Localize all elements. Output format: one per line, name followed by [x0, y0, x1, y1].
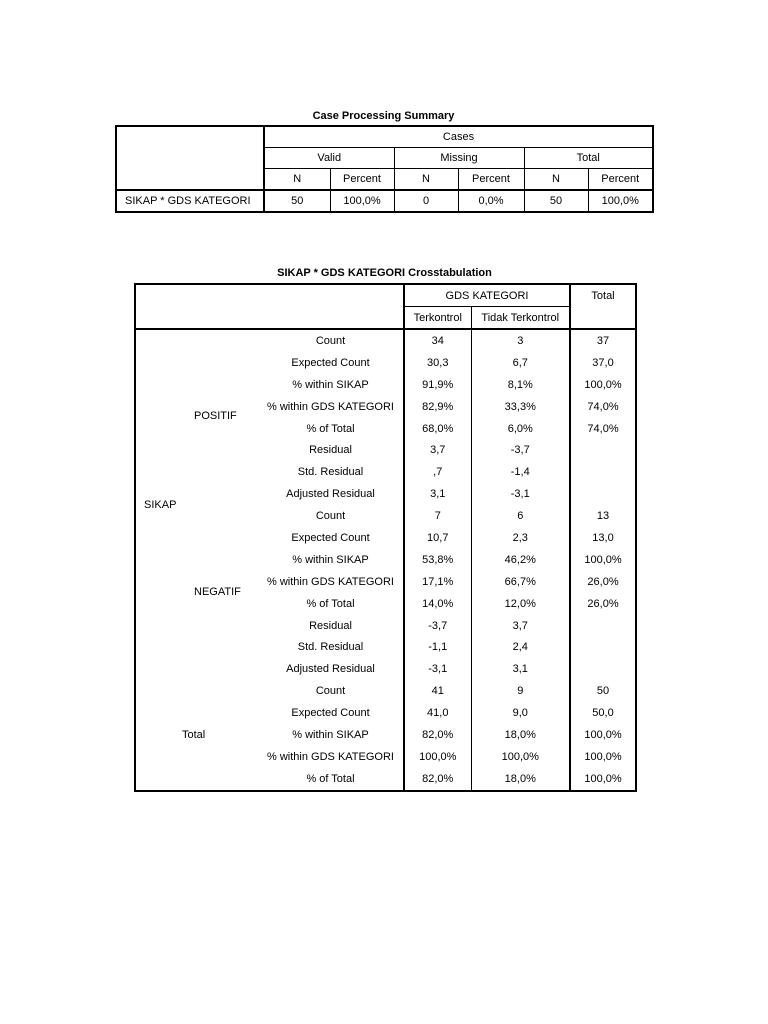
value-cell: 10,7: [404, 527, 471, 549]
value-cell: 8,1%: [471, 374, 570, 396]
stat-label: % within GDS KATEGORI: [267, 575, 394, 588]
stat-label: % within SIKAP: [292, 378, 369, 391]
summary-value: 0: [394, 190, 458, 212]
value-cell: -3,7: [404, 615, 471, 637]
value-cell: 100,0%: [570, 724, 636, 746]
value-cell: 3,7: [404, 439, 471, 461]
cases-header: Cases: [264, 126, 653, 148]
value-cell: 33,3%: [471, 396, 570, 418]
sub-header: N: [264, 169, 330, 191]
value-cell: 46,2%: [471, 549, 570, 571]
value-cell: -3,1: [404, 658, 471, 680]
value-cell: 66,7%: [471, 571, 570, 593]
value-cell: 3,1: [404, 483, 471, 505]
value-cell: 18,0%: [471, 768, 570, 791]
value-cell: [570, 615, 636, 637]
stat-label: Expected Count: [291, 356, 370, 369]
value-cell: [570, 439, 636, 461]
value-cell: -3,1: [471, 483, 570, 505]
value-cell: 13,0: [570, 527, 636, 549]
value-cell: 30,3: [404, 352, 471, 374]
stat-label: Count: [315, 685, 346, 698]
value-cell: 17,1%: [404, 571, 471, 593]
sub-header: N: [524, 169, 588, 191]
crosstab-corner-cell: [135, 284, 404, 329]
value-cell: 3,7: [471, 615, 570, 637]
value-cell: 12,0%: [471, 593, 570, 615]
value-cell: 100,0%: [570, 549, 636, 571]
group-label-positif: POSITIF: [194, 410, 237, 422]
stat-label: % within GDS KATEGORI: [267, 400, 394, 413]
col-header-terkontrol: Terkontrol: [404, 307, 471, 330]
value-cell: 41,0: [404, 702, 471, 724]
stat-label: Count: [315, 334, 346, 347]
crosstab-header-row-1: [135, 284, 636, 307]
value-cell: 7: [404, 505, 471, 527]
stat-label: % of Total: [306, 422, 355, 435]
stat-label: Std. Residual: [297, 641, 364, 654]
stat-label: % within GDS KATEGORI: [267, 750, 394, 763]
value-cell: 91,9%: [404, 374, 471, 396]
value-cell: ,7: [404, 461, 471, 483]
value-cell: 26,0%: [570, 593, 636, 615]
value-cell: 9,0: [471, 702, 570, 724]
stat-label: Std. Residual: [297, 466, 364, 479]
value-cell: 100,0%: [570, 768, 636, 791]
value-cell: 50,0: [570, 702, 636, 724]
value-cell: 13: [570, 505, 636, 527]
value-cell: [570, 658, 636, 680]
summary-value: 0,0%: [458, 190, 524, 212]
stat-label: Expected Count: [291, 707, 370, 720]
stat-label: % within SIKAP: [292, 553, 369, 566]
value-cell: 82,0%: [404, 768, 471, 791]
crosstab-title: SIKAP * GDS KATEGORI Crosstabulation: [277, 267, 492, 279]
value-cell: 9: [471, 680, 570, 702]
value-cell: -3,7: [471, 439, 570, 461]
value-cell: 6: [471, 505, 570, 527]
total-header: Total: [524, 148, 653, 169]
sub-header: Percent: [588, 169, 653, 191]
case-processing-summary-table: [115, 125, 654, 213]
value-cell: 74,0%: [570, 396, 636, 418]
value-cell: 37,0: [570, 352, 636, 374]
crosstab-row: [135, 329, 636, 352]
value-cell: 82,0%: [404, 724, 471, 746]
value-cell: 3: [471, 329, 570, 352]
value-cell: 6,7: [471, 352, 570, 374]
value-cell: [570, 636, 636, 658]
value-cell: -1,1: [404, 636, 471, 658]
stat-label: % of Total: [306, 597, 355, 610]
col-header-tidak-terkontrol: Tidak Terkontrol: [471, 307, 570, 330]
value-cell: 37: [570, 329, 636, 352]
value-cell: 100,0%: [404, 746, 471, 768]
value-cell: 82,9%: [404, 396, 471, 418]
value-cell: 14,0%: [404, 593, 471, 615]
value-cell: 100,0%: [570, 374, 636, 396]
sub-header: Percent: [330, 169, 394, 191]
value-cell: [570, 461, 636, 483]
sub-header: Percent: [458, 169, 524, 191]
value-cell: 53,8%: [404, 549, 471, 571]
value-cell: 100,0%: [471, 746, 570, 768]
value-cell: 34: [404, 329, 471, 352]
summary-value: 100,0%: [330, 190, 394, 212]
stat-label: % within SIKAP: [292, 728, 369, 741]
stat-label: Adjusted Residual: [286, 488, 375, 501]
value-cell: 6,0%: [471, 418, 570, 440]
value-cell: 3,1: [471, 658, 570, 680]
sub-header: N: [394, 169, 458, 191]
summary-value: 50: [524, 190, 588, 212]
row-variable-label: SIKAP: [144, 499, 177, 512]
value-cell: 18,0%: [471, 724, 570, 746]
col-total-header: Total: [570, 284, 636, 329]
summary-value: 50: [264, 190, 330, 212]
group-label-negatif: NEGATIF: [194, 586, 241, 598]
stat-label: Residual: [309, 619, 352, 632]
value-cell: [570, 483, 636, 505]
col-group-header: GDS KATEGORI: [404, 284, 570, 307]
stat-label: Expected Count: [291, 531, 370, 544]
value-cell: 50: [570, 680, 636, 702]
summary-corner-cell: [116, 126, 264, 190]
crosstab-row: [135, 680, 636, 702]
stat-label: Adjusted Residual: [286, 663, 375, 676]
stat-label: Count: [315, 510, 346, 523]
summary-value: 100,0%: [588, 190, 653, 212]
value-cell: -1,4: [471, 461, 570, 483]
stat-label: % of Total: [306, 772, 355, 785]
summary-header-row-1: [116, 126, 653, 148]
value-cell: 41: [404, 680, 471, 702]
value-cell: 68,0%: [404, 418, 471, 440]
value-cell: 2,3: [471, 527, 570, 549]
valid-header: Valid: [264, 148, 394, 169]
value-cell: 74,0%: [570, 418, 636, 440]
summary-title: Case Processing Summary: [312, 110, 455, 122]
value-cell: 2,4: [471, 636, 570, 658]
missing-header: Missing: [394, 148, 524, 169]
value-cell: 26,0%: [570, 571, 636, 593]
summary-data-row: [116, 190, 653, 212]
crosstab-table: [134, 283, 637, 792]
summary-row-label: SIKAP * GDS KATEGORI: [125, 195, 251, 207]
value-cell: 100,0%: [570, 746, 636, 768]
total-row-label: Total: [182, 728, 206, 741]
stat-label: Residual: [309, 444, 352, 457]
